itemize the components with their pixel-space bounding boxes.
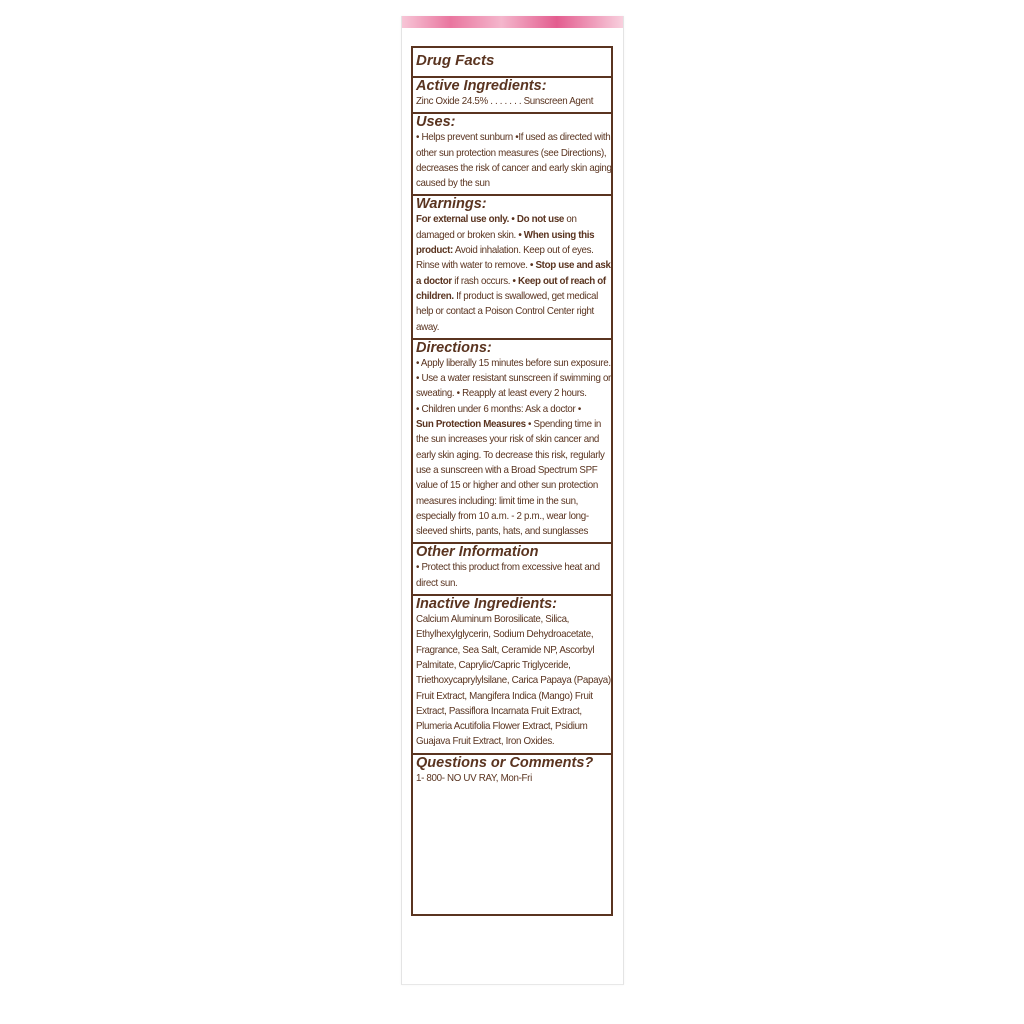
inactive-ingredients-section [413, 594, 611, 753]
warnings-stop-use: • Stop use and ask a doctor [416, 260, 611, 287]
drug-facts-title: Drug Facts [416, 52, 495, 69]
directions-line-3: • Children under 6 months: Ask a doctor • [416, 403, 581, 415]
directions-line-2: • Use a water resistant sunscreen if swimming or sweating. • Reapply at least every 2 hours. [416, 373, 611, 400]
questions-heading: Questions or Comments? [416, 754, 594, 771]
drug-facts-panel [411, 46, 613, 916]
directions-section [413, 338, 611, 543]
uses-text: • Helps prevent sunburn •If used as directed with other sun protection measures (see Directions), decreases the risk of cancer and early skin aging caused by the sun [416, 132, 612, 190]
warnings-swallowed: If product is swallowed, get medical help or contact a Poison Control Center right away. [416, 290, 598, 333]
uses-section [413, 112, 611, 194]
warnings-section [413, 194, 611, 337]
active-ingredients-heading: Active Ingredients: [416, 78, 547, 94]
active-ingredient-purpose: Sunscreen Agent [523, 96, 594, 107]
warnings-damaged-skin: on damaged or broken skin. [416, 214, 577, 241]
drug-facts-header [413, 48, 611, 76]
inactive-ingredients-heading: Inactive Ingredients: [416, 596, 558, 613]
pink-decorative-strip [402, 16, 623, 28]
warnings-when-using: • When using this product: [416, 229, 595, 257]
inactive-ingredients-text: Calcium Aluminum Borosilicate, Silica, Ethylhexylglycerin, Sodium Dehydroacetate, Fragrance, Sea Salt, Ceramide NP, Ascorbyl Palmitate, Caprylic/Capric Triglyceride, Triethoxycaprylylsilane, Carica Papaya (Papaya) Fruit Extract, Mangifera Indica (Mango) Fruit Extract, Passiflora Incarnata Fruit Extract, Plumeria Acutifolia Flower Extract, Psidium Guajava Fruit Extract, Iron Oxides. [416, 614, 611, 748]
leader-dots: . . . . . . . [487, 96, 524, 107]
warnings-rash: if rash occurs. [451, 275, 513, 287]
other-information-section [413, 542, 611, 594]
questions-section [413, 753, 611, 789]
sun-protection-measures-text: • Spending time in the sun increases your risk of skin cancer and early skin aging. To decrease this risk, regularly use a sunscreen with a Broad Spectrum SPF value of 15 or higher and other sun protection measures including: limit time in the sun, especially from 10 a.m. - 2 p.m., wear long-sleeved shirts, pants, hats, and sunglasses [416, 419, 605, 538]
other-information-heading: Other Information [416, 544, 539, 561]
warnings-keep-out: • Keep out of reach of children. [416, 275, 606, 302]
uses-heading: Uses: [416, 114, 456, 131]
directions-line-1: • Apply liberally 15 minutes before sun exposure. [416, 357, 611, 369]
warnings-external-use: For external use only. • Do not use [416, 214, 565, 226]
warnings-heading: Warnings: [416, 196, 487, 213]
other-information-text: • Protect this product from excessive heat and direct sun. [416, 562, 600, 589]
active-ingredient-name: Zinc Oxide 24.5% [416, 96, 488, 107]
directions-heading: Directions: [416, 339, 492, 356]
warnings-text [416, 212, 613, 334]
active-ingredients-section [413, 76, 611, 112]
warnings-inhalation: Avoid inhalation. Keep out of eyes. Rinse with water to remove. [416, 245, 594, 272]
directions-sun-protection [416, 417, 613, 539]
sun-protection-measures-label: Sun Protection Measures [416, 419, 526, 431]
questions-phone: 1- 800- NO UV RAY, Mon-Fri [416, 772, 532, 784]
product-box-side-panel [401, 16, 624, 985]
active-ingredient-row [416, 94, 613, 109]
